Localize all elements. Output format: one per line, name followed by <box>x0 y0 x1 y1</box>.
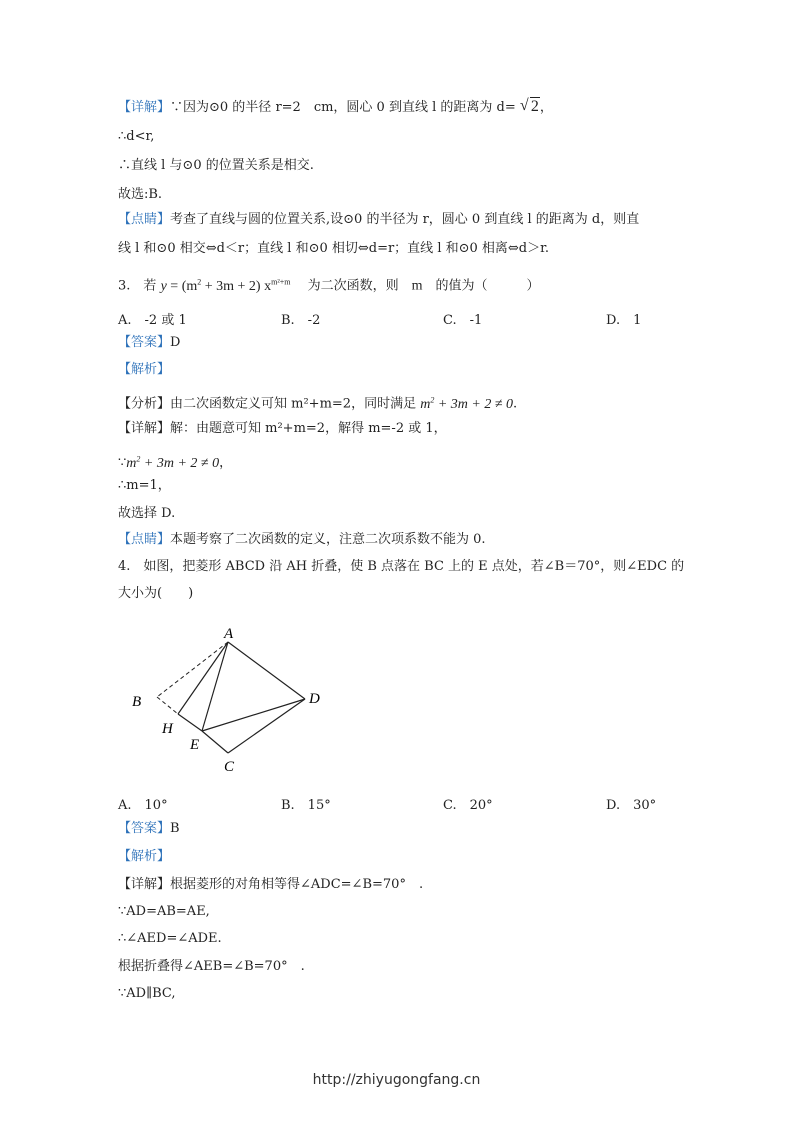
q4-line4: 根据折叠得∠AEB=∠B=70° . <box>118 959 305 974</box>
line-3: ∴直线 l 与⊙0 的位置关系是相交. <box>118 158 314 173</box>
line-2: ∴d<r, <box>118 129 155 144</box>
q4-line5: ∵AD∥BC, <box>118 986 176 1001</box>
q4-option-c: C. 20° <box>443 798 493 813</box>
label-C: C <box>224 759 235 775</box>
q4-xiangjie: 【详解】根据菱形的对角相等得∠ADC=∠B=70° . <box>118 877 424 892</box>
line-5: 【点睛】考查了直线与圆的位置关系,设⊙0 的半径为 r，圆心 0 到直线 l 的距离为 d，则直 <box>118 212 640 227</box>
q3-option-b: B. -2 <box>281 313 321 328</box>
rhombus-figure <box>120 620 340 780</box>
footer-url[interactable]: http://zhiyugongfang.cn <box>312 1072 481 1088</box>
q3-option-c: C. -1 <box>443 313 483 328</box>
question-4-line1: 4. 如图，把菱形 ABCD 沿 AH 折叠，使 B 点落在 BC 上的 E 点处，若∠B＝70°，则∠EDC 的 <box>118 559 685 574</box>
line-1: 【详解】∵因为⊙0 的半径 r=2 cm，圆心 0 到直线 l 的距离为 d= √ 2， <box>118 98 553 117</box>
q3-because: $\because m^2 + 3m + 2 \ne 0$， <box>118 454 233 471</box>
label-H: H <box>162 721 173 737</box>
q4-analysis-tag: 【解析】 <box>118 849 171 864</box>
line-4: 故选:B. <box>118 187 163 202</box>
q3-fenxi: 【分析】由二次函数定义可知 m²+m=2，同时满足 $m^2 + 3m + 2 \ne 0$. <box>118 395 518 412</box>
label-A: A <box>224 626 234 642</box>
q3-dianjing: 【点睛】本题考察了二次函数的定义，注意二次项系数不能为 0. <box>118 532 486 547</box>
q3-answer: 【答案】D <box>118 335 181 350</box>
q4-option-a: A. 10° <box>118 798 168 813</box>
question-3: 3. 若 $y = (m^2 + 3m + 2)$ $x^{m^2+m}$ 为二次函数，则 m 的值为（ ） <box>118 277 540 294</box>
question-4-line2: 大小为( ) <box>118 586 194 601</box>
line-6: 线 l 和⊙0 相交⇔d＜r；直线 l 和⊙0 相切⇔d=r；直线 l 和⊙0 相离⇔d＞r. <box>118 241 550 256</box>
q3-select: 故选择 D. <box>118 506 176 521</box>
q4-answer: 【答案】B <box>118 821 180 836</box>
q3-m1: ∴m=1， <box>118 478 171 493</box>
q4-option-b: B. 15° <box>281 798 331 813</box>
q3-analysis-tag: 【解析】 <box>118 362 171 377</box>
q3-formula: $y = (m^2 + 3m + 2)$ $x^{m^2+m}$ <box>160 277 291 294</box>
label-B: B <box>132 694 142 710</box>
q3-option-a: A. -2 或 1 <box>118 313 187 328</box>
q4-line3: ∴∠AED=∠ADE. <box>118 931 222 946</box>
label-D: D <box>309 691 320 707</box>
q3-xiangjie: 【详解】解：由题意可知 m²+m=2，解得 m=-2 或 1， <box>118 421 447 436</box>
sqrt-2: √ 2 <box>520 98 540 116</box>
tag-detail: 【详解】 <box>118 100 171 115</box>
label-E: E <box>190 737 200 753</box>
q3-option-d: D. 1 <box>606 313 642 328</box>
q4-option-d: D. 30° <box>606 798 657 813</box>
q4-line2: ∵AD=AB=AE, <box>118 904 210 919</box>
